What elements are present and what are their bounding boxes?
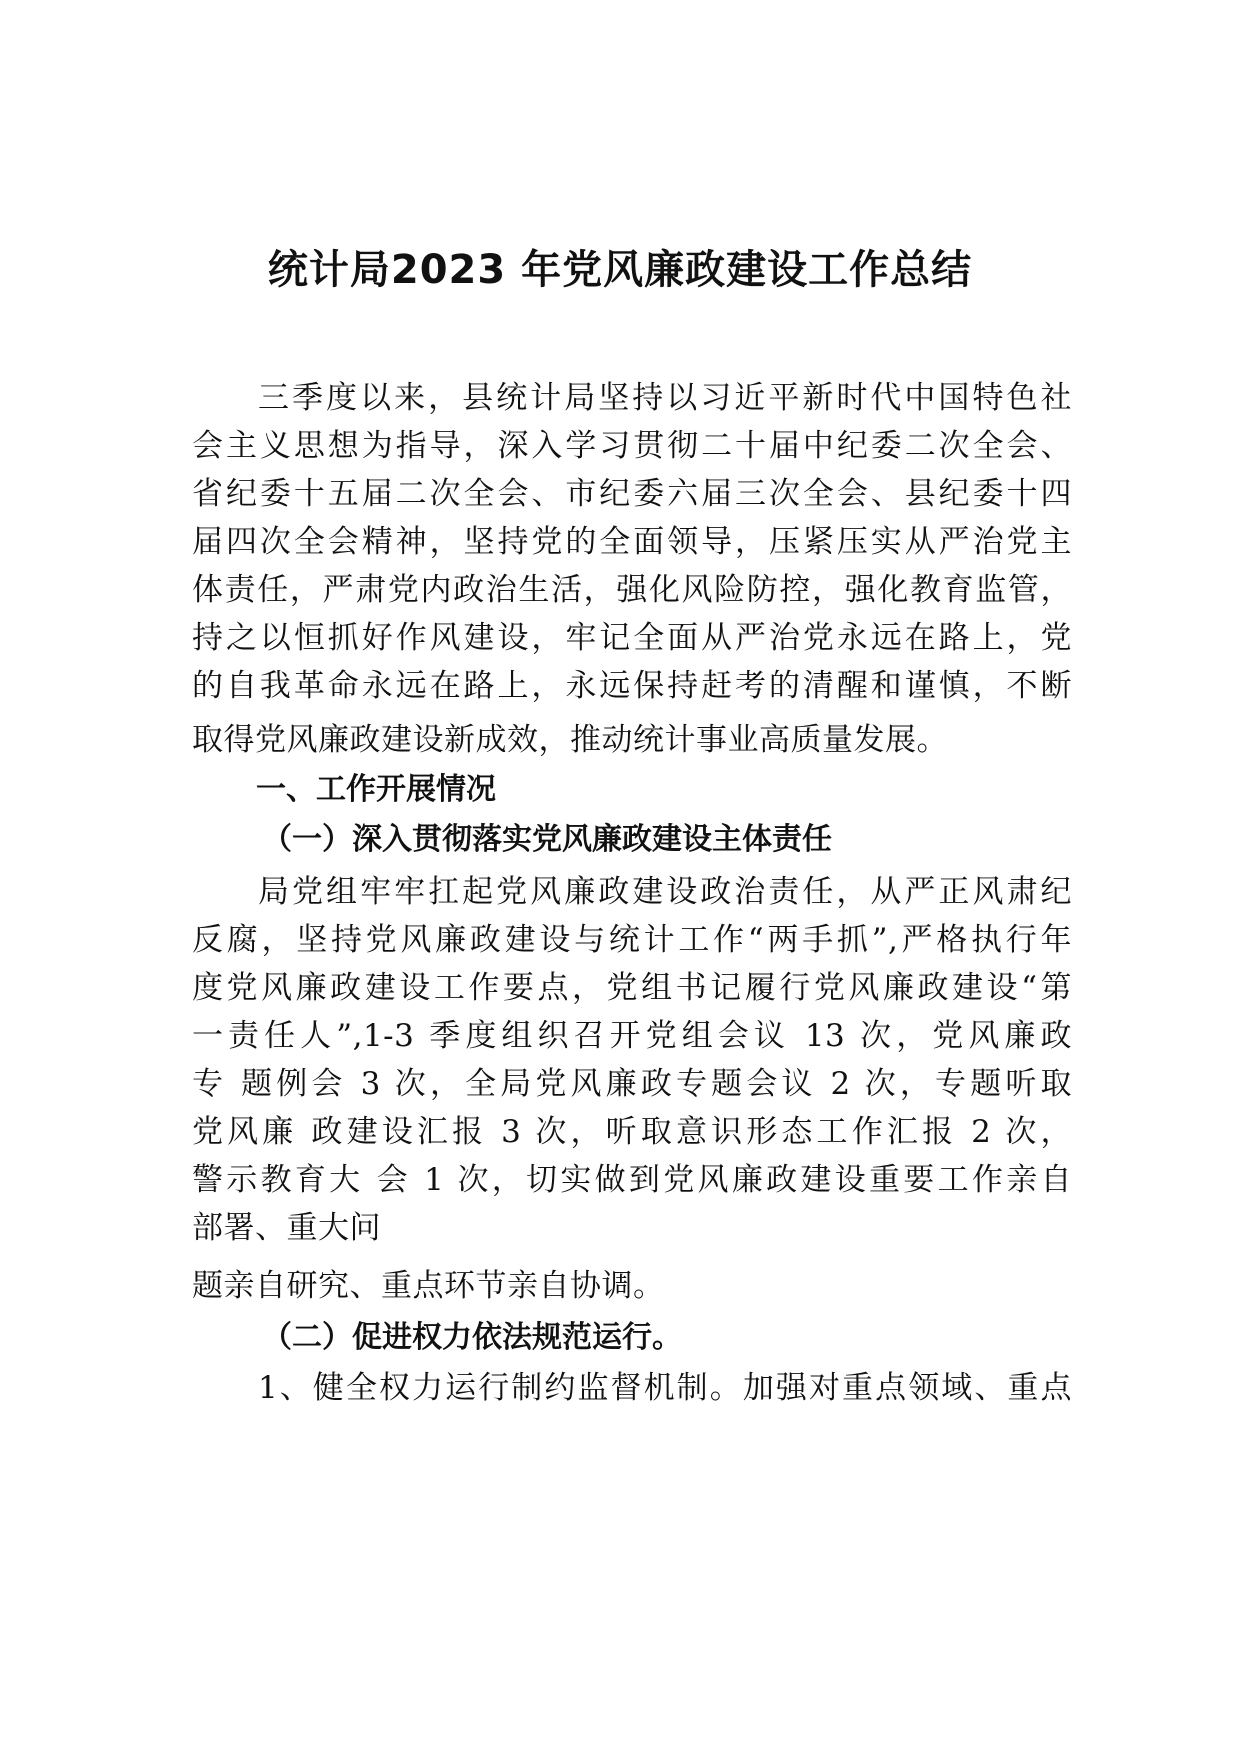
document-title: 统计局2023 年党风廉政建设工作总结 — [267, 247, 973, 293]
paragraph-line: 的自我革命永远在路上，永远保持赶考的清醒和谨慎，不断 — [192, 668, 1072, 704]
paragraph-line: 1、健全权力运行制约监督机制。加强对重点领域、重点 — [258, 1370, 1072, 1406]
paragraph-line: 局党组牢牢扛起党风廉政建设政治责任，从严正风肃纪 — [258, 874, 1072, 910]
paragraph-line: 度党风廉政建设工作要点，党组书记履行党风廉政建设“第 — [192, 970, 1072, 1006]
paragraph-line: 警示教育大 会 1 次，切实做到党风廉政建设重要工作亲自 — [192, 1162, 1072, 1198]
paragraph-line: 会主义思想为指导，深入学习贯彻二十届中纪委二次全会、 — [192, 428, 1072, 464]
paragraph-line: 反腐，坚持党风廉政建设与统计工作“两手抓”,严格执行年 — [192, 922, 1072, 958]
paragraph-line: 省纪委十五届二次全会、市纪委六届三次全会、县纪委十四 — [192, 476, 1072, 512]
paragraph-line: 届四次全会精神，坚持党的全面领导，压紧压实从严治党主 — [192, 524, 1072, 560]
paragraph-line: 专 题例会 3 次，全局党风廉政专题会议 2 次，专题听取 — [192, 1066, 1072, 1102]
paragraph-line: 取得党风廉政建设新成效，推动统计事业高质量发展。 — [192, 722, 948, 758]
paragraph-line: 题亲自研究、重点环节亲自协调。 — [192, 1268, 665, 1304]
subsection-heading: （一）深入贯彻落实党风廉政建设主体责任 — [262, 822, 832, 857]
paragraph-line: 持之以恒抓好作风建设，牢记全面从严治党永远在路上，党 — [192, 620, 1072, 656]
paragraph-line: 一责任人”,1-3 季度组织召开党组会议 13 次，党风廉政 — [192, 1018, 1072, 1054]
paragraph-line: 三季度以来，县统计局坚持以习近平新时代中国特色社 — [258, 380, 1072, 416]
paragraph-line: 党风廉 政建设汇报 3 次，听取意识形态工作汇报 2 次， — [192, 1114, 1072, 1150]
paragraph-line: 体责任，严肃党内政治生活，强化风险防控，强化教育监管， — [192, 572, 1072, 608]
subsection-heading: （二）促进权力依法规范运行。 — [262, 1320, 682, 1355]
section-heading: 一、工作开展情况 — [256, 772, 496, 807]
paragraph-line: 部署、重大问 — [192, 1210, 381, 1246]
